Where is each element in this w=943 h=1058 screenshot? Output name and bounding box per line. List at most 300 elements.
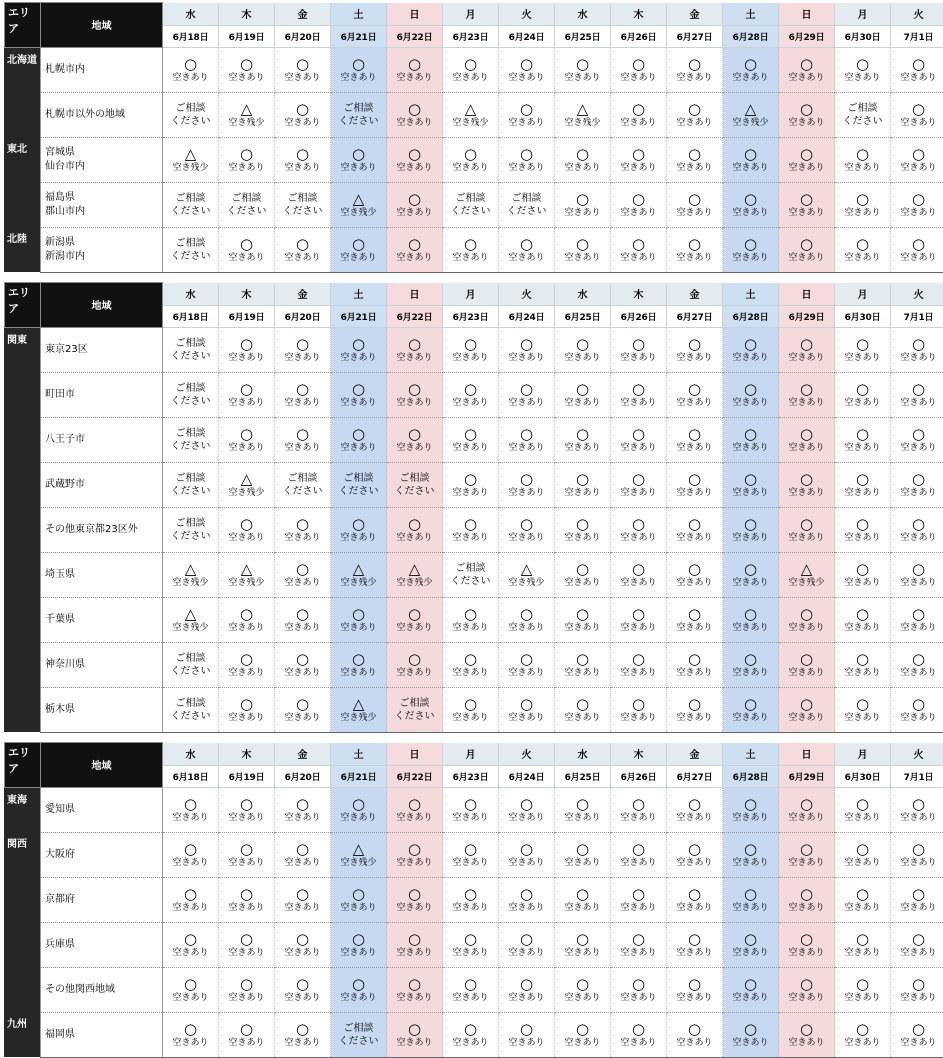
availability-cell[interactable] bbox=[387, 687, 443, 732]
availability-cell[interactable] bbox=[275, 877, 331, 922]
availability-cell[interactable] bbox=[611, 642, 667, 687]
availability-cell[interactable] bbox=[163, 787, 219, 832]
availability-cell[interactable] bbox=[219, 462, 275, 507]
availability-cell[interactable] bbox=[443, 47, 499, 92]
availability-cell[interactable] bbox=[219, 327, 275, 372]
availability-cell[interactable] bbox=[611, 372, 667, 417]
availability-cell[interactable] bbox=[443, 687, 499, 732]
availability-cell[interactable] bbox=[891, 507, 943, 552]
availability-cell[interactable] bbox=[219, 417, 275, 462]
availability-cell[interactable] bbox=[499, 182, 555, 227]
availability-cell[interactable] bbox=[275, 227, 331, 272]
availability-cell[interactable] bbox=[667, 877, 723, 922]
availability-cell[interactable] bbox=[835, 787, 891, 832]
region-header: 地域 bbox=[41, 283, 163, 328]
availability-cell[interactable] bbox=[331, 327, 387, 372]
availability-cell[interactable] bbox=[891, 92, 943, 137]
availability-cell[interactable] bbox=[667, 462, 723, 507]
availability-cell[interactable] bbox=[723, 687, 779, 732]
availability-cell[interactable] bbox=[723, 507, 779, 552]
availability-cell[interactable] bbox=[443, 327, 499, 372]
region-name-line: 宮城県 bbox=[45, 146, 161, 160]
availability-cell[interactable] bbox=[163, 922, 219, 967]
availability-cell[interactable] bbox=[667, 182, 723, 227]
availability-cell[interactable] bbox=[611, 787, 667, 832]
availability-cell[interactable] bbox=[331, 687, 387, 732]
availability-cell[interactable] bbox=[555, 877, 611, 922]
availability-cell[interactable] bbox=[163, 597, 219, 642]
availability-cell[interactable] bbox=[779, 462, 835, 507]
region-name bbox=[41, 642, 163, 687]
availability-cell[interactable] bbox=[443, 1012, 499, 1057]
availability-cell[interactable] bbox=[779, 1012, 835, 1057]
availability-cell[interactable] bbox=[723, 967, 779, 1012]
availability-cell[interactable] bbox=[387, 92, 443, 137]
availability-cell[interactable] bbox=[835, 967, 891, 1012]
availability-cell[interactable] bbox=[219, 372, 275, 417]
availability-cell[interactable] bbox=[275, 687, 331, 732]
availability-cell[interactable] bbox=[835, 327, 891, 372]
availability-cell[interactable] bbox=[163, 832, 219, 877]
availability-cell[interactable] bbox=[499, 1012, 555, 1057]
availability-cell[interactable] bbox=[387, 967, 443, 1012]
availability-cell[interactable] bbox=[275, 182, 331, 227]
availability-cell[interactable] bbox=[779, 327, 835, 372]
availability-cell[interactable] bbox=[611, 877, 667, 922]
availability-cell[interactable] bbox=[219, 597, 275, 642]
availability-cell[interactable] bbox=[331, 372, 387, 417]
availability-cell[interactable] bbox=[779, 967, 835, 1012]
availability-cell[interactable] bbox=[891, 417, 943, 462]
availability-cell[interactable] bbox=[275, 832, 331, 877]
availability-cell[interactable] bbox=[331, 47, 387, 92]
availability-cell[interactable] bbox=[555, 922, 611, 967]
availability-cell[interactable] bbox=[835, 922, 891, 967]
availability-cell[interactable] bbox=[331, 507, 387, 552]
availability-cell[interactable] bbox=[723, 787, 779, 832]
availability-cell[interactable] bbox=[275, 787, 331, 832]
availability-cell[interactable] bbox=[723, 552, 779, 597]
availability-cell[interactable] bbox=[555, 687, 611, 732]
availability-cell[interactable] bbox=[275, 967, 331, 1012]
availability-cell[interactable] bbox=[219, 182, 275, 227]
availability-cell[interactable] bbox=[163, 1012, 219, 1057]
availability-cell[interactable] bbox=[891, 182, 943, 227]
availability-cell[interactable] bbox=[667, 687, 723, 732]
availability-cell[interactable] bbox=[443, 372, 499, 417]
availability-cell[interactable] bbox=[611, 462, 667, 507]
availability-cell[interactable] bbox=[331, 552, 387, 597]
availability-cell[interactable] bbox=[667, 922, 723, 967]
availability-cell[interactable] bbox=[555, 832, 611, 877]
availability-cell[interactable] bbox=[443, 832, 499, 877]
availability-cell[interactable] bbox=[667, 227, 723, 272]
availability-cell[interactable] bbox=[443, 967, 499, 1012]
availability-cell[interactable] bbox=[723, 597, 779, 642]
availability-cell[interactable] bbox=[611, 137, 667, 182]
availability-cell[interactable] bbox=[611, 1012, 667, 1057]
availability-cell[interactable] bbox=[499, 832, 555, 877]
circle-icon: ○ bbox=[275, 426, 330, 442]
availability-label: 空きあり bbox=[275, 947, 330, 959]
availability-cell[interactable] bbox=[723, 92, 779, 137]
availability-cell[interactable] bbox=[611, 92, 667, 137]
availability-cell[interactable] bbox=[331, 462, 387, 507]
availability-cell[interactable] bbox=[275, 327, 331, 372]
availability-cell[interactable] bbox=[555, 417, 611, 462]
availability-cell[interactable] bbox=[835, 372, 891, 417]
availability-cell[interactable] bbox=[779, 47, 835, 92]
availability-cell[interactable] bbox=[443, 462, 499, 507]
availability-cell[interactable] bbox=[667, 417, 723, 462]
availability-cell[interactable] bbox=[723, 227, 779, 272]
availability-cell[interactable] bbox=[891, 552, 943, 597]
availability-cell[interactable] bbox=[387, 877, 443, 922]
availability-cell[interactable] bbox=[723, 327, 779, 372]
availability-cell[interactable] bbox=[499, 597, 555, 642]
availability-cell[interactable] bbox=[387, 507, 443, 552]
availability-cell[interactable] bbox=[443, 787, 499, 832]
availability-cell[interactable] bbox=[555, 372, 611, 417]
availability-cell[interactable] bbox=[499, 687, 555, 732]
availability-cell[interactable] bbox=[667, 787, 723, 832]
availability-cell[interactable] bbox=[891, 462, 943, 507]
date-header: 6月19日 bbox=[219, 25, 275, 47]
availability-cell[interactable] bbox=[891, 327, 943, 372]
availability-cell[interactable] bbox=[555, 967, 611, 1012]
availability-cell[interactable] bbox=[891, 227, 943, 272]
availability-cell[interactable] bbox=[163, 642, 219, 687]
availability-cell[interactable] bbox=[499, 47, 555, 92]
availability-cell[interactable] bbox=[443, 92, 499, 137]
availability-cell[interactable] bbox=[219, 877, 275, 922]
availability-cell[interactable] bbox=[163, 687, 219, 732]
availability-cell[interactable] bbox=[779, 227, 835, 272]
availability-cell[interactable] bbox=[667, 1012, 723, 1057]
availability-cell[interactable] bbox=[611, 47, 667, 92]
availability-cell[interactable] bbox=[219, 832, 275, 877]
availability-cell[interactable] bbox=[387, 47, 443, 92]
availability-cell[interactable] bbox=[163, 137, 219, 182]
availability-cell[interactable] bbox=[387, 787, 443, 832]
availability-cell[interactable] bbox=[779, 922, 835, 967]
availability-cell[interactable] bbox=[611, 227, 667, 272]
availability-cell[interactable] bbox=[163, 507, 219, 552]
availability-cell[interactable] bbox=[891, 922, 943, 967]
availability-cell[interactable] bbox=[219, 137, 275, 182]
availability-cell[interactable] bbox=[555, 47, 611, 92]
availability-cell[interactable] bbox=[667, 832, 723, 877]
availability-cell[interactable] bbox=[499, 92, 555, 137]
availability-cell[interactable] bbox=[611, 417, 667, 462]
availability-cell[interactable] bbox=[275, 462, 331, 507]
availability-label: 空きあり bbox=[723, 947, 778, 959]
availability-cell[interactable] bbox=[387, 137, 443, 182]
availability-cell[interactable] bbox=[891, 597, 943, 642]
availability-cell[interactable] bbox=[275, 92, 331, 137]
availability-cell[interactable] bbox=[891, 687, 943, 732]
availability-cell[interactable] bbox=[667, 137, 723, 182]
availability-cell[interactable] bbox=[443, 137, 499, 182]
availability-cell[interactable] bbox=[891, 642, 943, 687]
availability-cell[interactable] bbox=[275, 922, 331, 967]
availability-cell[interactable] bbox=[275, 642, 331, 687]
availability-cell[interactable] bbox=[555, 182, 611, 227]
availability-cell[interactable] bbox=[835, 877, 891, 922]
availability-cell[interactable] bbox=[555, 227, 611, 272]
availability-cell[interactable] bbox=[835, 642, 891, 687]
availability-cell[interactable] bbox=[219, 507, 275, 552]
availability-cell[interactable] bbox=[331, 642, 387, 687]
availability-cell[interactable] bbox=[219, 1012, 275, 1057]
availability-cell[interactable] bbox=[779, 507, 835, 552]
availability-cell[interactable] bbox=[779, 687, 835, 732]
availability-cell[interactable] bbox=[835, 417, 891, 462]
availability-cell[interactable] bbox=[555, 92, 611, 137]
availability-cell[interactable] bbox=[443, 417, 499, 462]
availability-label: 空きあり bbox=[443, 857, 498, 869]
availability-cell[interactable] bbox=[723, 877, 779, 922]
availability-cell[interactable] bbox=[387, 552, 443, 597]
availability-cell[interactable] bbox=[163, 417, 219, 462]
availability-cell[interactable] bbox=[331, 597, 387, 642]
availability-cell[interactable] bbox=[499, 227, 555, 272]
availability-cell[interactable] bbox=[163, 182, 219, 227]
availability-cell[interactable] bbox=[555, 1012, 611, 1057]
availability-cell[interactable] bbox=[387, 597, 443, 642]
availability-cell[interactable] bbox=[331, 182, 387, 227]
availability-cell[interactable] bbox=[219, 687, 275, 732]
availability-cell[interactable] bbox=[555, 462, 611, 507]
availability-cell[interactable] bbox=[443, 227, 499, 272]
availability-cell[interactable] bbox=[891, 787, 943, 832]
availability-cell[interactable] bbox=[611, 687, 667, 732]
availability-cell[interactable] bbox=[611, 182, 667, 227]
availability-cell[interactable] bbox=[667, 597, 723, 642]
availability-cell[interactable] bbox=[779, 182, 835, 227]
availability-cell[interactable] bbox=[163, 462, 219, 507]
availability-cell[interactable] bbox=[611, 597, 667, 642]
availability-cell[interactable] bbox=[835, 832, 891, 877]
availability-cell[interactable] bbox=[163, 92, 219, 137]
availability-cell[interactable] bbox=[779, 597, 835, 642]
availability-cell[interactable] bbox=[835, 552, 891, 597]
availability-cell[interactable] bbox=[667, 552, 723, 597]
availability-cell[interactable] bbox=[163, 967, 219, 1012]
availability-cell[interactable] bbox=[443, 922, 499, 967]
availability-cell[interactable] bbox=[163, 227, 219, 272]
availability-cell[interactable] bbox=[499, 642, 555, 687]
availability-cell[interactable] bbox=[611, 832, 667, 877]
availability-cell[interactable] bbox=[891, 877, 943, 922]
availability-cell[interactable] bbox=[331, 137, 387, 182]
availability-cell[interactable] bbox=[723, 1012, 779, 1057]
availability-cell[interactable] bbox=[443, 877, 499, 922]
availability-cell[interactable] bbox=[499, 552, 555, 597]
availability-cell[interactable] bbox=[779, 642, 835, 687]
availability-cell[interactable] bbox=[835, 462, 891, 507]
availability-cell[interactable] bbox=[891, 372, 943, 417]
availability-cell[interactable] bbox=[219, 967, 275, 1012]
availability-cell[interactable] bbox=[387, 462, 443, 507]
availability-cell[interactable] bbox=[387, 417, 443, 462]
availability-cell[interactable] bbox=[835, 182, 891, 227]
availability-cell[interactable] bbox=[779, 417, 835, 462]
availability-cell[interactable] bbox=[667, 507, 723, 552]
availability-cell[interactable] bbox=[163, 552, 219, 597]
consult-text: ご相談 bbox=[163, 237, 218, 250]
availability-cell[interactable] bbox=[331, 877, 387, 922]
availability-cell[interactable] bbox=[499, 327, 555, 372]
availability-cell[interactable] bbox=[835, 507, 891, 552]
availability-cell[interactable] bbox=[163, 372, 219, 417]
availability-cell[interactable] bbox=[835, 137, 891, 182]
availability-cell[interactable] bbox=[499, 922, 555, 967]
availability-cell[interactable] bbox=[219, 227, 275, 272]
availability-label: 空きあり bbox=[555, 72, 610, 84]
availability-cell[interactable] bbox=[499, 137, 555, 182]
circle-icon: ○ bbox=[499, 606, 554, 622]
availability-cell[interactable] bbox=[219, 47, 275, 92]
availability-label: 空きあり bbox=[667, 812, 722, 824]
availability-cell[interactable] bbox=[555, 552, 611, 597]
availability-cell[interactable] bbox=[611, 507, 667, 552]
availability-cell[interactable] bbox=[499, 417, 555, 462]
availability-cell[interactable] bbox=[331, 417, 387, 462]
availability-cell[interactable] bbox=[723, 417, 779, 462]
weekday-header: 土 bbox=[331, 3, 387, 26]
availability-cell[interactable] bbox=[331, 922, 387, 967]
availability-cell[interactable] bbox=[499, 507, 555, 552]
availability-cell[interactable] bbox=[667, 372, 723, 417]
availability-cell[interactable] bbox=[163, 327, 219, 372]
availability-cell[interactable] bbox=[779, 787, 835, 832]
availability-cell[interactable] bbox=[219, 552, 275, 597]
availability-label: 空きあり bbox=[723, 532, 778, 544]
availability-cell[interactable] bbox=[723, 137, 779, 182]
availability-cell[interactable] bbox=[835, 687, 891, 732]
availability-cell[interactable] bbox=[779, 372, 835, 417]
availability-cell[interactable] bbox=[387, 227, 443, 272]
availability-cell[interactable] bbox=[555, 507, 611, 552]
availability-cell[interactable] bbox=[667, 92, 723, 137]
availability-cell[interactable] bbox=[163, 877, 219, 922]
availability-cell[interactable] bbox=[891, 832, 943, 877]
availability-cell[interactable] bbox=[275, 1012, 331, 1057]
availability-label: 空きあり bbox=[723, 352, 778, 364]
availability-cell[interactable] bbox=[275, 552, 331, 597]
availability-cell[interactable] bbox=[611, 922, 667, 967]
availability-cell[interactable] bbox=[219, 642, 275, 687]
availability-cell[interactable] bbox=[835, 47, 891, 92]
availability-cell[interactable] bbox=[779, 137, 835, 182]
availability-cell[interactable] bbox=[499, 967, 555, 1012]
availability-cell[interactable] bbox=[331, 787, 387, 832]
availability-cell[interactable] bbox=[835, 227, 891, 272]
availability-cell[interactable] bbox=[443, 642, 499, 687]
availability-cell[interactable] bbox=[499, 462, 555, 507]
availability-cell[interactable] bbox=[891, 967, 943, 1012]
availability-cell[interactable] bbox=[331, 967, 387, 1012]
availability-cell[interactable] bbox=[723, 642, 779, 687]
circle-icon: ○ bbox=[443, 606, 498, 622]
availability-cell[interactable] bbox=[275, 597, 331, 642]
availability-cell[interactable] bbox=[611, 327, 667, 372]
availability-cell[interactable] bbox=[667, 642, 723, 687]
availability-cell[interactable] bbox=[275, 507, 331, 552]
availability-cell[interactable] bbox=[275, 417, 331, 462]
availability-cell[interactable] bbox=[667, 327, 723, 372]
availability-cell[interactable] bbox=[779, 832, 835, 877]
availability-cell[interactable] bbox=[331, 832, 387, 877]
availability-cell[interactable] bbox=[723, 462, 779, 507]
availability-cell[interactable] bbox=[723, 182, 779, 227]
availability-cell[interactable] bbox=[443, 182, 499, 227]
availability-cell[interactable] bbox=[443, 507, 499, 552]
availability-cell[interactable] bbox=[443, 552, 499, 597]
availability-cell[interactable] bbox=[275, 372, 331, 417]
area-label: 関東 bbox=[5, 327, 41, 732]
availability-cell[interactable] bbox=[219, 92, 275, 137]
availability-cell[interactable] bbox=[219, 922, 275, 967]
availability-cell[interactable] bbox=[555, 597, 611, 642]
availability-cell[interactable] bbox=[891, 1012, 943, 1057]
availability-cell[interactable] bbox=[219, 787, 275, 832]
availability-cell[interactable] bbox=[555, 642, 611, 687]
availability-cell[interactable] bbox=[891, 137, 943, 182]
availability-cell[interactable] bbox=[387, 182, 443, 227]
availability-cell[interactable] bbox=[891, 47, 943, 92]
availability-cell[interactable] bbox=[779, 92, 835, 137]
availability-cell[interactable] bbox=[387, 372, 443, 417]
availability-cell[interactable] bbox=[555, 787, 611, 832]
availability-cell[interactable] bbox=[499, 372, 555, 417]
availability-cell[interactable] bbox=[275, 47, 331, 92]
availability-cell[interactable] bbox=[331, 92, 387, 137]
availability-cell[interactable] bbox=[387, 327, 443, 372]
availability-cell[interactable] bbox=[555, 327, 611, 372]
availability-cell[interactable] bbox=[555, 137, 611, 182]
availability-cell[interactable] bbox=[723, 372, 779, 417]
circle-icon: ○ bbox=[387, 56, 442, 72]
availability-cell[interactable] bbox=[499, 877, 555, 922]
availability-cell[interactable] bbox=[331, 1012, 387, 1057]
availability-cell[interactable] bbox=[723, 832, 779, 877]
availability-cell[interactable] bbox=[387, 1012, 443, 1057]
availability-cell[interactable] bbox=[835, 597, 891, 642]
availability-cell[interactable] bbox=[779, 877, 835, 922]
availability-cell[interactable] bbox=[611, 967, 667, 1012]
availability-cell[interactable] bbox=[667, 47, 723, 92]
availability-cell[interactable] bbox=[275, 137, 331, 182]
availability-cell[interactable] bbox=[387, 922, 443, 967]
availability-cell[interactable] bbox=[331, 227, 387, 272]
availability-cell[interactable] bbox=[387, 642, 443, 687]
availability-cell[interactable] bbox=[443, 597, 499, 642]
availability-cell[interactable] bbox=[835, 92, 891, 137]
availability-cell[interactable] bbox=[499, 787, 555, 832]
availability-cell[interactable] bbox=[387, 832, 443, 877]
availability-cell[interactable] bbox=[779, 552, 835, 597]
consult-text: ご相談 bbox=[331, 1022, 386, 1035]
availability-cell[interactable] bbox=[611, 552, 667, 597]
availability-cell[interactable] bbox=[667, 967, 723, 1012]
availability-cell[interactable] bbox=[835, 1012, 891, 1057]
availability-cell[interactable] bbox=[723, 922, 779, 967]
availability-cell[interactable] bbox=[163, 47, 219, 92]
weekday-header: 水 bbox=[555, 3, 611, 26]
availability-cell[interactable] bbox=[723, 47, 779, 92]
